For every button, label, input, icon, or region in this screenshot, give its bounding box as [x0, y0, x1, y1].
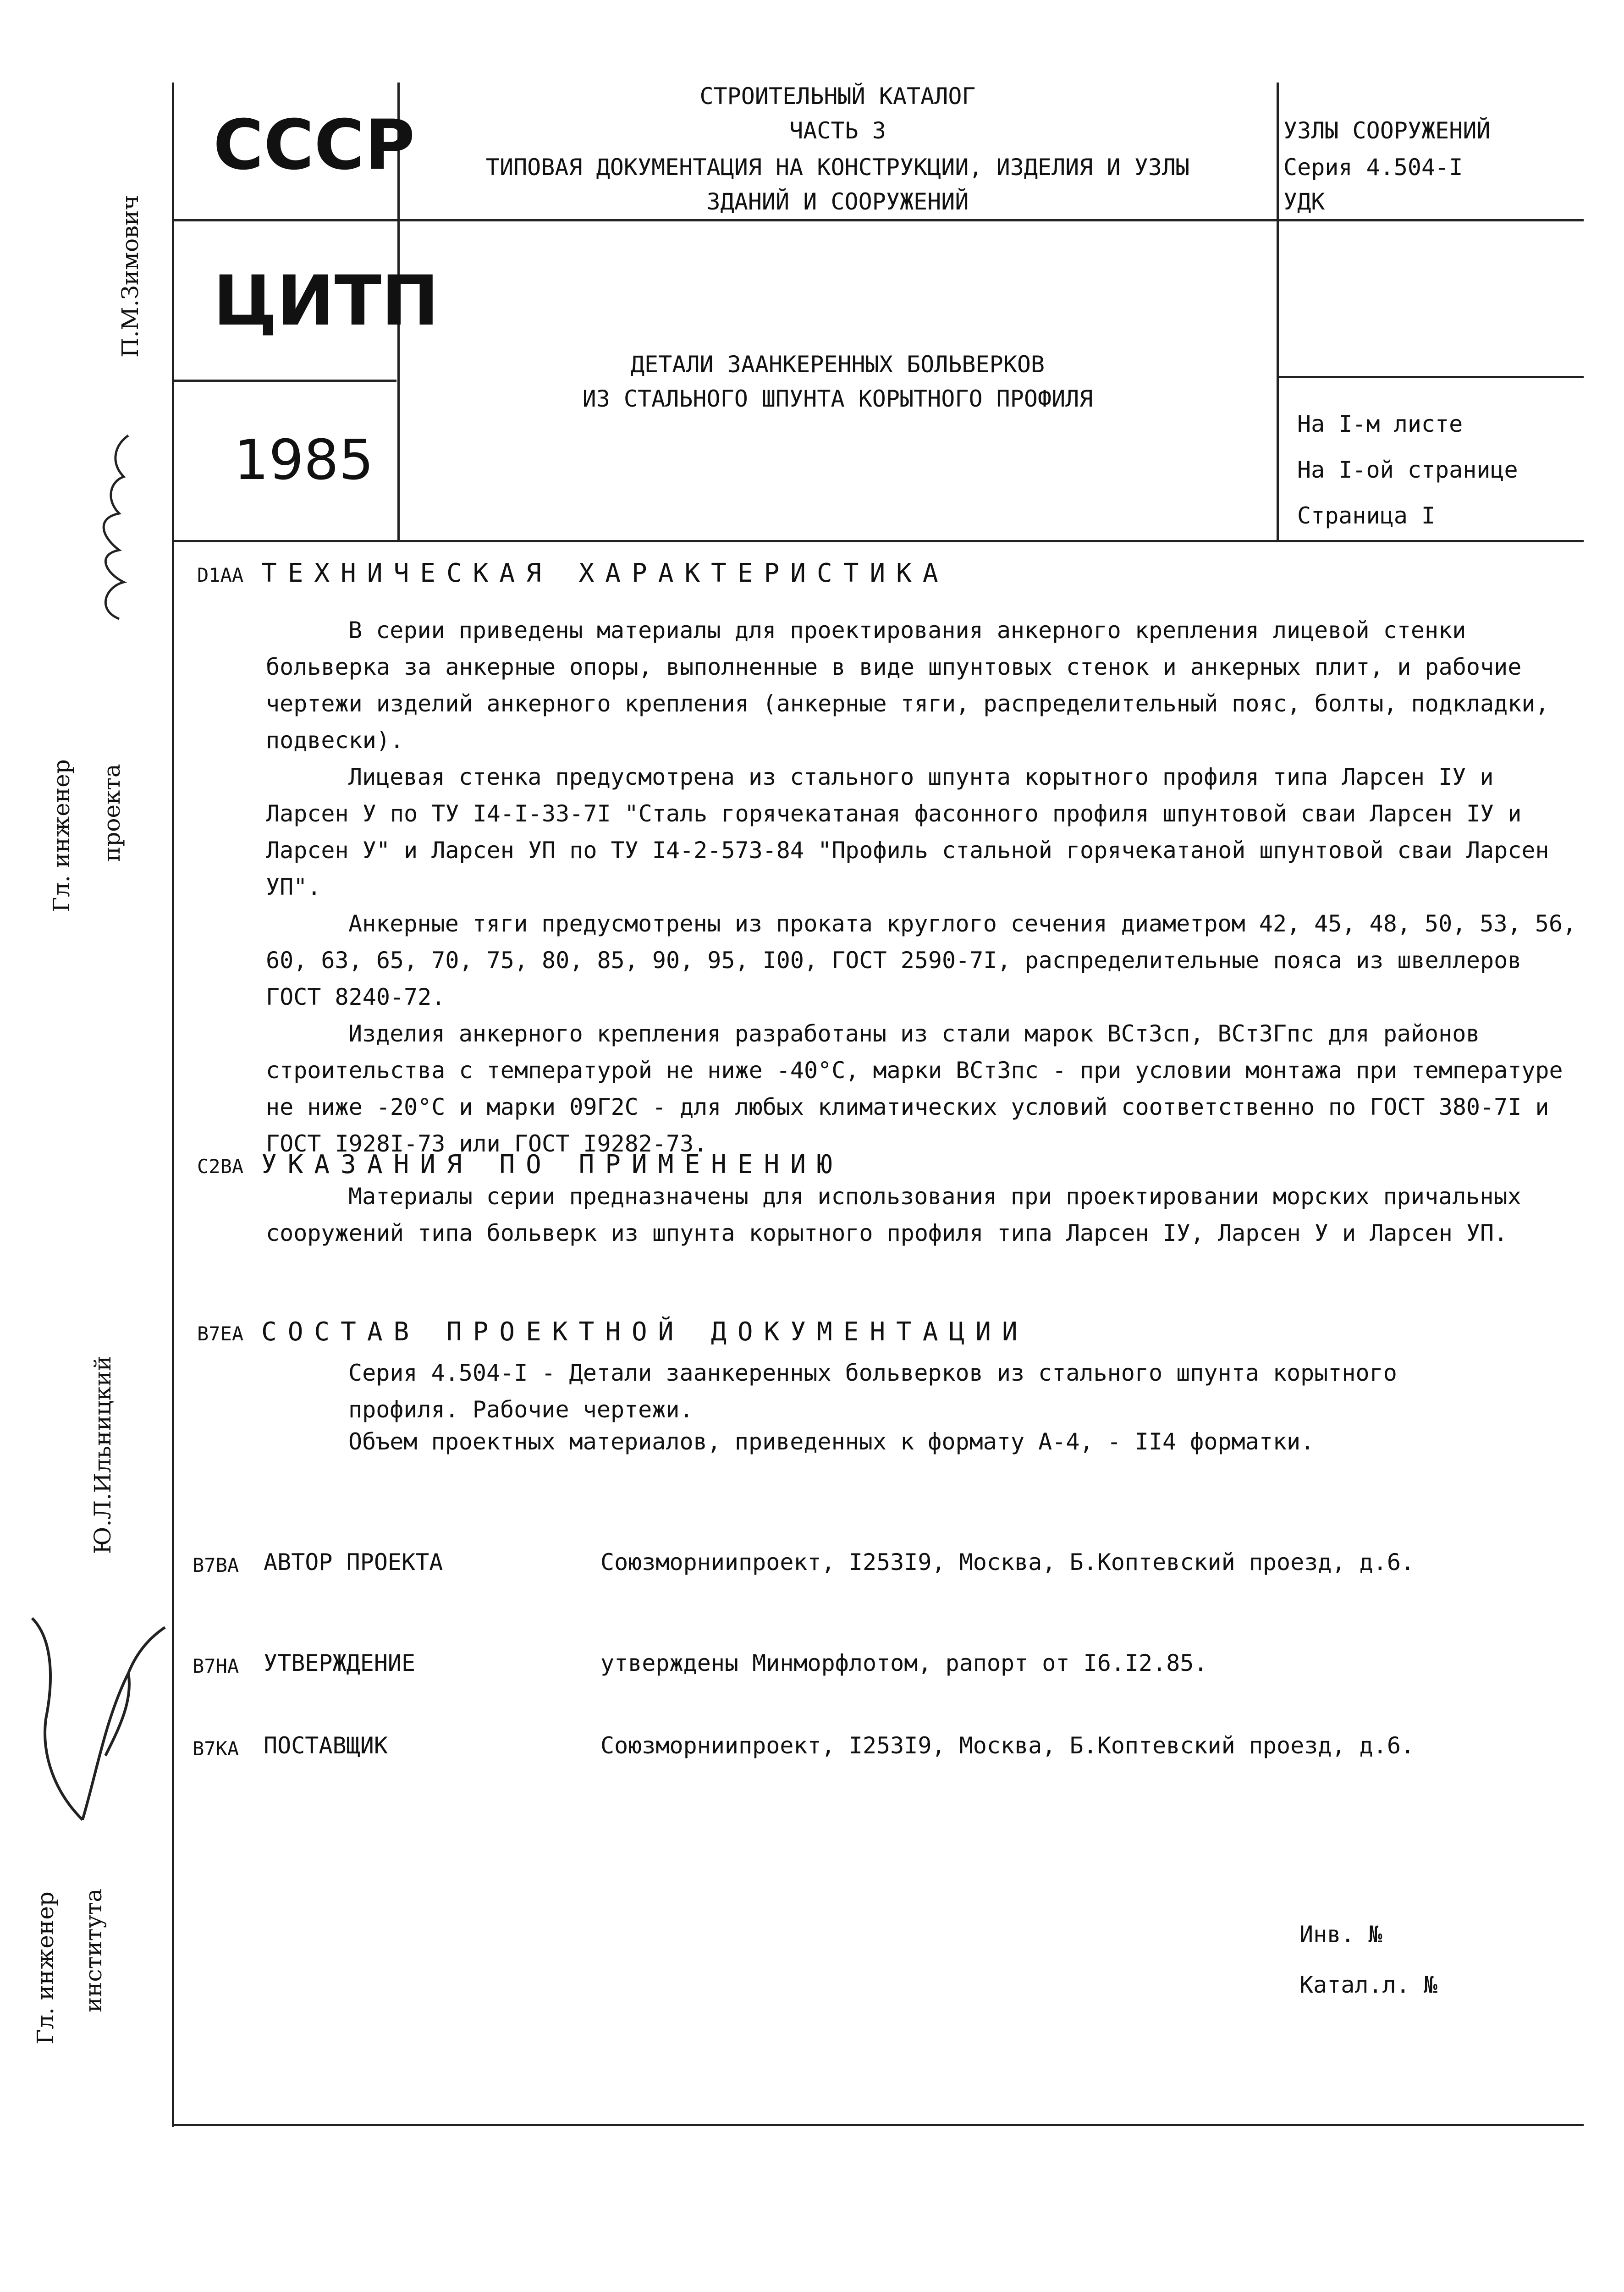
tech-paragraph-3	[266, 905, 1577, 1015]
composition-text-1: Серия 4.504-I - Детали заанкеренных больверков из стального шпунта корытного профиля. Рабочие чертежи.	[348, 1360, 1397, 1423]
author-code: B7BA	[193, 1554, 239, 1576]
catalog-line-3: ТИПОВАЯ ДОКУМЕНТАЦИЯ НА КОНСТРУКЦИИ, ИЗДЕЛИЯ И УЗЛЫ	[485, 154, 1190, 181]
margin-name-top: П.М.Зимович	[117, 195, 143, 358]
margin-role-bottom: Гл. инженер	[32, 1891, 59, 2044]
page-number: Страница I	[1297, 502, 1436, 529]
catalog-line-1: СТРОИТЕЛЬНЫЙ КАТАЛОГ	[699, 83, 976, 110]
tech-text-1: В серии приведены материалы для проектирования анкерного крепления лицевой стенки больверка за анкерные опоры, выполненные в виде шпунтовых стенок и анкерных плит, и рабочие чертежи изделий анкерного крепления (анкерные тяги, распределительный пояс, болты, подкладки, подвески).	[266, 617, 1549, 754]
header-row-2	[172, 380, 396, 382]
header-divider-2	[1277, 83, 1279, 541]
margin-name-mid: Ю.Л.Ильницкий	[89, 1355, 116, 1554]
udk-label: УДК	[1283, 188, 1325, 215]
section-code-usage: C2BA	[197, 1155, 244, 1178]
supplier-value: Союзморниипроект, I253I9, Москва, Б.Коптевский проезд, д.6.	[600, 1732, 1415, 1759]
org-mark-ussr: СССР	[213, 105, 415, 185]
usage-paragraph	[266, 1178, 1577, 1251]
year: 1985	[234, 429, 374, 492]
signature-top	[78, 426, 138, 628]
bottom-border	[172, 2124, 1584, 2126]
doc-title-line-1: ДЕТАЛИ ЗААНКЕРЕННЫХ БОЛЬВЕРКОВ	[630, 351, 1045, 378]
catalog-line-4: ЗДАНИЙ И СООРУЖЕНИЙ	[706, 188, 969, 215]
tech-paragraph-4	[266, 1015, 1577, 1162]
section-title-tech: ТЕХНИЧЕСКАЯ ХАРАКТЕРИСТИКА	[261, 558, 949, 588]
section-title-usage: УКАЗАНИЯ ПО ПРИМЕНЕНИЮ	[261, 1150, 843, 1179]
supplier-label: ПОСТАВЩИК	[264, 1732, 388, 1759]
approval-code: B7HA	[193, 1655, 239, 1677]
sheet-count: На I-м листе	[1297, 411, 1463, 437]
catalog-sheet-label: Катал.л. №	[1299, 1972, 1438, 1998]
section-code-composition: B7EA	[197, 1322, 244, 1345]
tech-text-2: Лицевая стенка предусмотрена из стального шпунта корытного профиля типа Ларсен IУ и Ларсен У по ТУ I4-I-33-7I "Сталь горячекатаная фасонного профиля шпунтовой сваи Ларсен IУ и Ларсен У" и Ларсен УП по ТУ I4-2-573-84 "Профиль стальной горячекатаной шпунтовой сваи Ларсен УП".	[266, 764, 1549, 900]
composition-line-1	[348, 1355, 1494, 1428]
tech-paragraph-2	[266, 759, 1577, 905]
catalog-line-2: ЧАСТЬ 3	[789, 117, 886, 144]
approval-value: утверждены Минморфлотом, рапорт от I6.I2.85.	[600, 1650, 1208, 1676]
author-label: АВТОР ПРОЕКТА	[264, 1549, 443, 1576]
series-number: Серия 4.504-I	[1283, 154, 1463, 181]
section-code-tech: D1AA	[197, 564, 244, 586]
tech-text-4: Изделия анкерного крепления разработаны из стали марок ВСт3сп, ВСт3Гпс для районов строительства с температурой не ниже -40°С, марки ВСт3пс - при условии монтажа при температуре не ниже -20°С и марки 09Г2С - для любых климатических условий соответственно по ГОСТ 380-7I и ГОСТ I928I-73 или ГОСТ I9282-73.	[266, 1020, 1563, 1157]
header-row-3	[1277, 376, 1584, 378]
doc-title-line-2: ИЗ СТАЛЬНОГО ШПУНТА КОРЫТНОГО ПРОФИЛЯ	[582, 386, 1093, 412]
section-title-composition: СОСТАВ ПРОЕКТНОЙ ДОКУМЕНТАЦИИ	[261, 1317, 1029, 1347]
inventory-number-label: Инв. №	[1299, 1921, 1382, 1948]
margin-role-top: Гл. инженер	[48, 759, 75, 912]
header-row-1	[172, 219, 1584, 221]
org-mark-citp: ЦИТП	[213, 261, 439, 341]
page-count: На I-ой странице	[1297, 457, 1518, 483]
author-value: Союзморниипроект, I253I9, Москва, Б.Коптевский проезд, д.6.	[600, 1549, 1415, 1576]
supplier-code: B7KA	[193, 1737, 239, 1760]
tech-paragraph-1	[266, 612, 1577, 759]
header-bottom	[172, 540, 1584, 542]
margin-role-top-2: проекта	[99, 764, 125, 862]
composition-line-2: Объем проектных материалов, приведенных к формату А-4, - II4 форматки.	[348, 1428, 1315, 1455]
tech-text-3: Анкерные тяги предусмотрены из проката круглого сечения диаметром 42, 45, 48, 50, 53, 56, 60, 63, 65, 70, 75, 80, 85, 90, 95, I00, ГОСТ 2590-7I, распределительные пояса из швеллеров ГОСТ 8240-72.	[266, 910, 1577, 1010]
approval-label: УТВЕРЖДЕНИЕ	[264, 1650, 416, 1676]
series-group: УЗЛЫ СООРУЖЕНИЙ	[1283, 117, 1491, 144]
margin-role-bottom-2: института	[80, 1888, 107, 2012]
usage-text: Материалы серии предназначены для использования при проектировании морских причальных сооружений типа больверк из шпунта корытного профиля типа Ларсен IУ, Ларсен У и Ларсен УП.	[266, 1183, 1521, 1246]
signature-bottom	[14, 1581, 179, 1838]
